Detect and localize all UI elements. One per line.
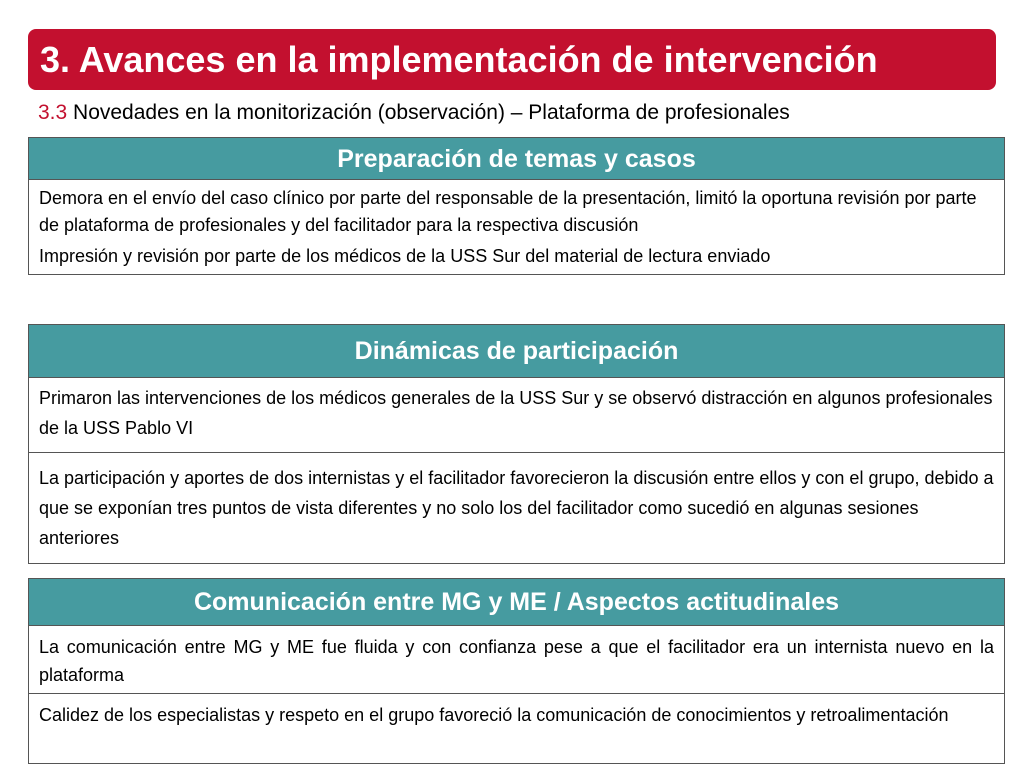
panel-row: Calidez de los especialistas y respeto en el grupo favoreció la comunicación de conocimientos y retroalimentación [29,693,1004,729]
panel-row: Demora en el envío del caso clínico por parte del responsable de la presentación, limitó la oportuna revisión por parte de plataforma de profesionales y del facilitador para la respectiva discusión [39,188,977,235]
panel-comunicacion [28,578,1005,764]
subtitle-text: Novedades en la monitorización (observación) – Plataforma de profesionales [67,101,790,124]
panel-row: La comunicación entre MG y ME fue fluida y con confianza pese a que el facilitador era un internista nuevo en la plataforma [39,637,994,685]
panel-header: Preparación de temas y casos [29,138,1004,180]
panel-row: La participación y aportes de dos internistas y el facilitador favorecieron la discusión entre ellos y con el grupo, debido a que se exponían tres puntos de vista diferentes y no solo los del facilitador como sucedió en algunas sesiones anteriores [29,452,1004,563]
subtitle-number: 3.3 [38,101,68,124]
slide-subtitle [38,101,790,125]
title-banner [28,29,996,90]
panel-header: Comunicación entre MG y ME / Aspectos actitudinales [29,579,1004,626]
panel-preparacion [28,137,1005,275]
panel-row: Primaron las intervenciones de los médicos generales de la USS Sur y se observó distracción en algunos profesionales de la USS Pablo VI [39,388,993,438]
panel-dinamicas [28,324,1005,564]
panel-header: Dinámicas de participación [29,325,1004,378]
slide-title: 3. Avances en la implementación de intervención [40,38,878,80]
panel-row: Impresión y revisión por parte de los médicos de la USS Sur del material de lectura enviado [39,246,771,266]
